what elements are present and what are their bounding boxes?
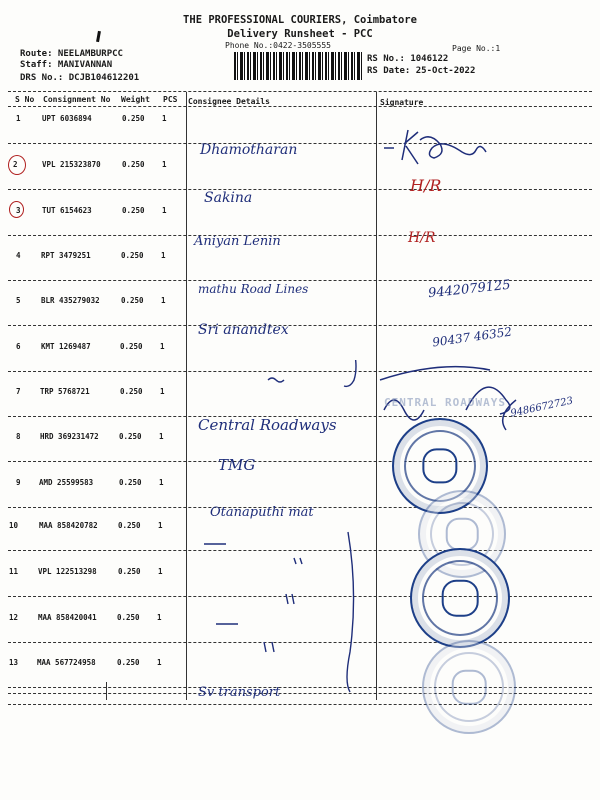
row-pcs: 1: [157, 613, 162, 622]
handwritten-consignee-4: Aniyan Lenin: [194, 234, 281, 249]
row-sno: 5: [16, 296, 21, 305]
row-consignment-no: KMT 1269487: [41, 342, 91, 351]
bracket-lower: [347, 532, 354, 692]
col-consignment: Consignment No: [43, 95, 111, 104]
route-label: Route: NEELAMBURPCC: [20, 49, 123, 59]
handwritten-consignee-3: Sakina: [204, 190, 253, 206]
stamp-central-roadways: CENTRAL ROADWAYS: [384, 396, 506, 409]
row-consignment-no: HRD 369231472: [40, 432, 99, 441]
col-weight: Weight: [121, 95, 150, 104]
ditto-mark-row-12: [286, 594, 294, 604]
stamp-tmg-2: [410, 548, 510, 648]
row-weight: 0.250: [119, 478, 142, 487]
row-pcs: 1: [162, 160, 167, 169]
company-title: THE PROFESSIONAL COURIERS, Coimbatore: [183, 14, 417, 26]
row-sno: 13: [9, 658, 19, 667]
row-sno: 1: [16, 114, 21, 123]
signature-phone-row-6: 90437 46352: [431, 324, 513, 350]
row-weight: 0.250: [117, 658, 140, 667]
handwritten-consignee-5: mathu Road Lines: [198, 282, 309, 296]
row-weight: 0.250: [121, 251, 144, 260]
row-sno: 4: [16, 251, 21, 260]
row-consignment-no: MAA 567724958: [37, 658, 96, 667]
rs-number: RS No.: 1046122: [367, 54, 449, 64]
row-weight: 0.250: [122, 206, 145, 215]
row-consignment-no: TUT 6154623: [42, 206, 92, 215]
signature-hr-row-2: H/R: [410, 176, 442, 195]
row-consignment-no: VPL 215323870: [42, 160, 101, 169]
handwritten-consignee-6: Sri anandtex: [198, 322, 289, 338]
row-consignment-no: BLR 435279032: [41, 296, 100, 305]
row-pcs: 1: [158, 521, 163, 530]
rs-date: RS Date: 25-Oct-2022: [367, 66, 476, 76]
row-sno: 12: [9, 613, 19, 622]
signature-row-1: [384, 130, 486, 164]
phone-number: Phone No.:0422-3505555: [225, 41, 331, 50]
row-pcs: 1: [160, 342, 165, 351]
row-sno: 6: [16, 342, 21, 351]
col-sno: S No: [15, 95, 35, 104]
col-signature: Signature: [380, 98, 424, 107]
row-sno: 9: [16, 478, 21, 487]
row-pcs: 1: [161, 296, 166, 305]
row-weight: 0.250: [121, 296, 144, 305]
row-consignment-no: MAA 858420782: [39, 521, 98, 530]
signature-hr-row-3: H/R: [408, 230, 436, 246]
header-bottom-rule: [8, 106, 592, 107]
row-weight: 0.250: [122, 114, 145, 123]
row-weight: 0.250: [120, 387, 143, 396]
row-consignment-no: VPL 122513298: [38, 567, 97, 576]
staff-label: Staff: MANIVANNAN: [20, 60, 113, 70]
col-pcs: PCS: [163, 95, 178, 104]
row-weight: 0.250: [119, 432, 142, 441]
bracket-upper: [344, 360, 356, 386]
row-pcs: 1: [159, 478, 164, 487]
row-weight: 0.250: [117, 613, 140, 622]
row-weight: 0.250: [120, 342, 143, 351]
page-number: Page No.:1: [452, 44, 501, 53]
row-sno: 8: [16, 432, 21, 441]
col-consignee: Consignee Details: [188, 97, 270, 106]
circle-mark-row-2: [8, 155, 26, 175]
row-consignment-no: UPT 6036894: [42, 114, 92, 123]
handwritten-consignee-13: Sv transport: [198, 685, 281, 700]
row-pcs: 1: [160, 387, 165, 396]
row-sno: 11: [9, 567, 19, 576]
stamp-tmg-3: [422, 640, 516, 734]
handwritten-consignee-10: Otanaputhi mat: [210, 505, 314, 520]
row-sno: 2: [13, 160, 18, 169]
handwritten-consignee-8: Central Roadways: [198, 416, 337, 434]
ditto-mark-row-11: [294, 558, 302, 564]
row-weight: 0.250: [118, 567, 141, 576]
row-consignment-no: AMD 25599583: [39, 478, 94, 487]
signature-row-6: [380, 367, 490, 420]
row-weight: 0.250: [118, 521, 141, 530]
ditto-marks-and-bracket: [186, 360, 386, 700]
ditto-mark-row-13: [264, 642, 274, 652]
runsheet-subtitle: Delivery Runsheet - PCC: [227, 28, 373, 40]
row-sno: 3: [16, 206, 21, 215]
row-pcs: 1: [158, 567, 163, 576]
handwritten-consignee-2: Dhamotharan: [200, 142, 298, 158]
bottom-stub-left: [106, 682, 107, 700]
row-consignment-no: MAA 858420041: [38, 613, 97, 622]
barcode: [234, 52, 362, 80]
row-pcs: 1: [162, 114, 167, 123]
header-top-rule: [8, 91, 592, 92]
signature-phone-row-7: 9486672723: [509, 395, 575, 420]
row-pcs: 1: [162, 206, 167, 215]
row-pcs: 1: [161, 251, 166, 260]
row-weight: 0.250: [122, 160, 145, 169]
signature-phone-row-5: 9442079125: [427, 277, 512, 302]
row-sno: 7: [16, 387, 21, 396]
drs-number: DRS No.: DCJB104612201: [20, 73, 140, 83]
ditto-mark-row-7: [268, 378, 284, 382]
circle-mark-row-3: [9, 201, 24, 218]
row-consignment-no: TRP 5768721: [40, 387, 90, 396]
row-pcs: 1: [159, 432, 164, 441]
row-sno: 10: [9, 521, 19, 530]
row-consignment-no: RPT 3479251: [41, 251, 91, 260]
handwritten-consignee-9: TMG: [218, 456, 256, 474]
row-pcs: 1: [157, 658, 162, 667]
